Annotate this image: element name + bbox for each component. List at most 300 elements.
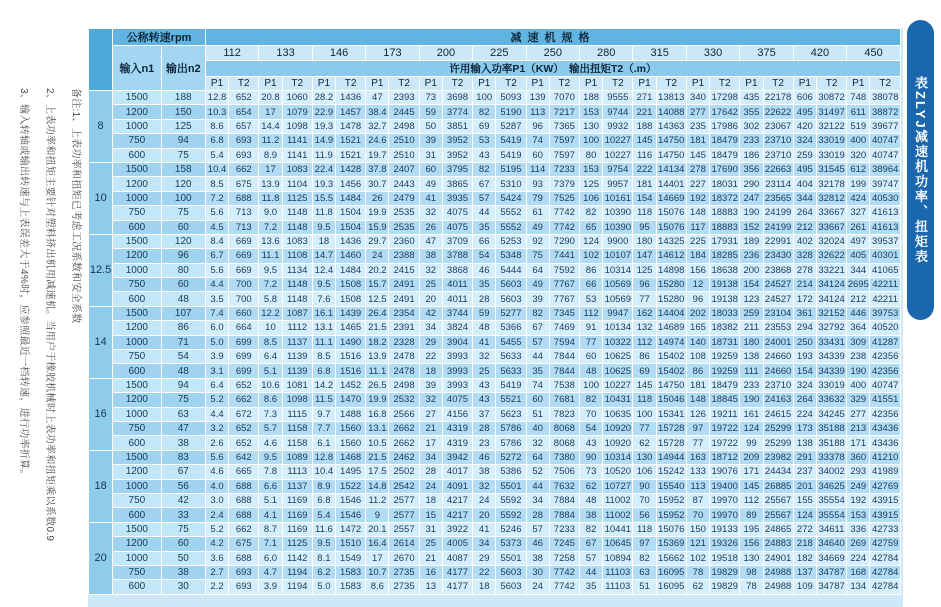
input-speed-cell: 1000 [113,263,161,277]
t2-cell: 688 [229,508,259,522]
output-speed-cell: 75 [161,206,205,220]
p1-cell: 9.5 [259,450,282,464]
p1-cell: 190 [740,206,763,220]
t2-cell: 1087 [282,306,312,320]
t2-cell: 2566 [389,407,419,421]
p1-cell: 46 [473,450,496,464]
p1-cell: 5.2 [205,393,228,407]
p1-cell: 5.7 [259,421,282,435]
p1-cell: 93 [526,177,549,191]
p1-cell: 13.1 [312,321,335,335]
t2-cell: 7767 [549,292,579,306]
t2-cell: 693 [229,148,259,162]
p1-cell: 38.4 [366,105,389,119]
t2-cell: 23710 [764,135,792,147]
t2-cell: 3851 [442,119,472,133]
p1-cell: 328 [793,249,816,263]
p1-cell: 4.2 [205,537,228,551]
t2-cell: 699 [229,364,259,378]
t2-cell: 700 [229,278,259,292]
p1-cell: 26 [419,220,442,234]
p1-cell: 112 [740,493,763,507]
t2-cell: 1546 [336,493,366,507]
t2-cell: 1137 [282,479,312,493]
input-speed-cell: 1000 [113,407,161,421]
p1-cell: 74 [526,134,549,148]
p1-cell: 32 [473,479,496,493]
t2-header: T2 [496,77,526,91]
t2-cell: 5603 [496,565,526,579]
t2-cell: 1148 [282,292,312,306]
p1-cell: 124 [740,421,763,435]
table-row [89,465,901,479]
t2-cell: 34669 [818,552,845,564]
t2-cell: 40747 [870,148,901,162]
t2-cell: 32622 [818,250,845,262]
p1-cell: 186 [740,148,763,162]
t2-cell: 4075 [442,220,472,234]
p1-cell: 4.4 [205,278,228,292]
t2-cell: 7742 [549,580,579,594]
t2-cell: 5277 [496,306,526,320]
t2-cell: 19259 [711,351,738,363]
p1-cell: 19.7 [366,148,389,162]
p1-cell: 9.5 [259,263,282,277]
p1-cell: 56 [633,508,656,522]
t2-cell: 34339 [818,351,845,363]
t2-cell: 3935 [442,191,472,205]
model-header: 280 [580,46,633,61]
t2-cell: 23430 [764,250,792,262]
t2-cell: 3865 [442,177,472,191]
t2-cell: 7290 [549,234,579,248]
t2-cell: 2535 [389,220,419,234]
t2-cell: 24883 [764,538,792,550]
t2-cell: 7441 [549,249,579,263]
footnote-2: 2、上表功率和扭矩主要针对塑料挤出机用减速机。当用户于橡胶机械时上表功率和扭矩乘以系数0.9 [44,88,55,542]
model-header: 375 [740,46,793,61]
p1-cell: 6.0 [205,321,228,335]
p1-cell: 57 [526,335,549,349]
p1-cell: 116 [633,148,656,162]
p1-cell: 145 [686,148,709,162]
p1-cell: 114 [526,162,549,176]
t2-cell: 23067 [764,120,792,132]
t2-cell: 11002 [603,493,633,507]
t2-cell: 14612 [658,250,685,262]
p1-cell: 130 [633,450,656,464]
t2-cell: 4011 [442,292,472,306]
p1-cell: 59 [473,306,496,320]
p1-cell: 153 [580,105,603,119]
output-speed-cell: 67 [161,465,205,479]
p1-cell: 400 [847,378,870,392]
p1-cell: 137 [793,565,816,579]
p1-cell: 12.5 [366,292,389,306]
p1-cell: 211 [740,321,763,335]
p1-cell: 200 [740,263,763,277]
p1-cell: 60 [419,162,442,176]
ratio-cell: 8 [89,91,113,163]
t2-cell: 5786 [496,421,526,435]
p1-cell: 238 [847,350,870,364]
p1-cell: 7.8 [259,465,282,479]
p1-cell: 49 [526,278,549,292]
t2-cell: 7632 [549,479,579,493]
p1-cell: 28.2 [312,91,335,105]
t2-cell: 16095 [658,581,685,593]
p1-cell: 150 [686,522,709,536]
t2-cell: 5592 [496,508,526,522]
t2-cell: 24163 [764,394,792,406]
t2-cell: 2407 [389,162,419,176]
table-row [89,378,901,392]
t2-cell: 1470 [336,393,366,407]
t2-cell: 18712 [711,451,738,463]
t2-cell: 22178 [764,92,792,104]
t2-cell: 7597 [549,134,579,148]
t2-cell: 5603 [496,292,526,306]
p1-cell: 11.8 [312,206,335,220]
p1-cell: 139 [526,91,549,105]
t2-cell: 25299 [764,437,792,449]
t2-cell: 5190 [496,105,526,119]
p1-cell: 8.9 [312,479,335,493]
p1-cell: 278 [686,162,709,176]
t2-cell: 693 [229,580,259,594]
t2-cell: 18031 [711,178,738,190]
p1-cell: 8.4 [205,234,228,248]
p1-cell: 8.6 [366,580,389,594]
t2-cell: 15076 [658,207,685,219]
t2-cell: 23868 [764,264,792,276]
t2-cell: 22622 [764,106,792,118]
p1-cell: 70 [686,508,709,522]
t2-cell: 23710 [764,380,792,391]
p1-cell: 12.8 [312,450,335,464]
p1-cell: 82 [633,551,656,565]
t2-cell: 42733 [870,522,901,536]
t2-cell: 5419 [496,148,526,162]
t2-cell: 2479 [389,191,419,205]
model-header: 420 [793,46,846,61]
t2-cell: 18382 [711,322,738,334]
t2-cell: 664 [229,321,259,335]
p1-cell: 278 [793,263,816,277]
t2-cell: 1194 [282,565,312,579]
t2-cell: 23114 [763,177,793,191]
p1-cell: 15 [419,508,442,522]
t2-cell: 2498 [389,119,419,133]
t2-cell: 15046 [658,394,685,406]
t2-cell: 10635 [604,408,632,420]
p1-cell: 9.0 [259,206,282,220]
p1-cell: 221 [633,105,656,119]
t2-cell: 5455 [496,335,526,349]
output-speed-cell: 30 [161,580,205,594]
p1-cell: 130 [740,551,763,565]
t2-cell: 669 [229,249,259,263]
input-speed-cell: 600 [113,220,161,234]
p1-cell: 250 [793,335,816,349]
t2-cell: 3709 [442,234,472,248]
t2-cell: 17931 [711,236,738,248]
p1-cell: 22 [419,350,442,364]
t2-cell: 5348 [496,249,526,263]
t2-cell: 18845 [711,394,738,406]
output-speed-cell: 50 [161,551,205,565]
t2-cell: 5386 [496,465,526,479]
p1-cell: 7.7 [312,421,335,435]
table-row [89,292,901,306]
p1-cell: 24.6 [366,134,389,148]
p1-cell: 6.8 [312,364,335,378]
output-speed-cell: 120 [161,177,205,191]
t2-cell: 662 [229,393,259,407]
output-speed-cell: 158 [161,162,205,176]
p1-cell: 54 [580,421,603,435]
p1-header: P1 [419,77,442,91]
input-speed-cell: 1200 [113,105,161,119]
p1-cell: 27 [419,407,442,421]
t2-cell: 33632 [818,394,845,406]
t2-cell: 26885 [764,480,792,492]
p1-cell: 59 [419,105,442,119]
ratio-cell: 12.5 [89,234,113,306]
p1-cell: 236 [740,249,763,263]
p1-cell: 42 [419,306,442,320]
t2-cell: 1504 [336,206,366,220]
p1-cell: 264 [793,393,816,407]
p1-cell: 126 [686,407,709,421]
t2-cell: 1457 [336,105,366,119]
p1-cell: 43 [473,393,496,407]
t2-cell: 7525 [549,191,579,205]
t2-cell: 24434 [764,466,792,478]
t2-cell: 42769 [870,479,901,493]
p1-cell: 14.9 [312,134,335,148]
t2-cell: 19400 [711,480,738,492]
output-speed-cell: 54 [161,350,205,364]
t2-cell: 40301 [870,249,901,263]
table-row [89,177,901,191]
t2-cell: 24199 [764,221,792,233]
p1-cell: 77 [686,436,709,450]
p1-cell: 53 [473,134,496,148]
t2-header: T2 [442,77,472,91]
t2-cell: 1508 [336,292,366,306]
input-speed-cell: 1000 [113,191,161,205]
t2-cell: 1452 [336,378,366,392]
t2-cell: 34787 [818,581,845,593]
t2-cell: 35554 [818,495,845,507]
input-speed-cell: 1000 [113,119,161,133]
t2-cell: 10107 [604,250,632,262]
t2-cell: 2491 [389,292,419,306]
t2-cell: 19259 [711,365,738,377]
t2-cell: 1141 [282,134,312,148]
t2-cell: 1142 [282,551,312,565]
t2-cell: 10314 [604,451,632,463]
t2-cell: 19722 [711,423,738,435]
p1-cell: 48 [473,321,496,335]
t2-cell: 1478 [336,119,366,133]
t2-cell: 713 [229,206,259,220]
p1-cell: 26.5 [366,378,389,392]
t2-cell: 5552 [496,220,526,234]
t2-cell: 7217 [549,105,579,119]
p1-cell: 20 [473,508,496,522]
table-row [89,321,901,335]
p1-cell: 12.4 [312,263,335,277]
t2-cell: 1583 [336,580,366,594]
t2-cell: 10645 [604,538,632,550]
output-speed-cell: 107 [161,306,205,320]
t2-cell: 15952 [658,509,685,521]
p1-cell: 44 [580,565,603,579]
t2-cell: 5419 [496,378,526,392]
t2-cell: 24615 [764,408,792,420]
t2-cell: 10625 [604,351,632,363]
p1-cell: 5.6 [205,263,228,277]
p1-cell: 8.5 [205,177,228,191]
p1-cell: 121 [686,537,709,551]
t2-cell: 688 [229,191,259,205]
t2-cell: 7597 [549,148,579,162]
table-row [89,407,901,421]
p1-cell: 247 [740,191,763,205]
p1-cell: 38 [473,465,496,479]
t2-cell: 4005 [442,537,472,551]
p1-cell: 17 [259,105,282,119]
p1-cell: 5.2 [205,522,228,536]
t2-cell: 3795 [442,162,472,176]
p1-header: P1 [686,77,709,91]
t2-cell: 5419 [496,134,526,148]
p1-cell: 291 [793,450,816,464]
table-row [89,206,901,220]
p1-cell: 11.9 [312,148,335,162]
p1-cell: 361 [793,306,816,320]
output-speed-cell: 60 [161,220,205,234]
model-header: 250 [526,46,579,61]
p1-cell: 153 [580,162,603,176]
t2-cell: 4319 [442,421,472,435]
t2-cell: 5501 [496,479,526,493]
t2-cell: 34124 [818,279,845,291]
output-speed-cell: 96 [161,249,205,263]
p1-cell: 14.8 [366,479,389,493]
t2-cell: 2491 [389,278,419,292]
t2-cell: 14750 [658,380,685,391]
p1-cell: 35 [473,220,496,234]
p1-cell: 78 [740,580,763,594]
p1-cell: 344 [847,263,870,277]
t2-cell: 4177 [442,580,472,594]
p1-cell: 53 [580,292,603,306]
t2-cell: 3698 [442,91,472,105]
table-row [89,335,901,349]
t2-cell: 9754 [603,162,633,176]
p1-cell: 125 [580,177,603,191]
p1-cell: 277 [847,407,870,421]
t2-cell: 1428 [336,162,366,176]
p1-cell: 95 [633,220,656,234]
p1-cell: 106 [633,465,656,479]
p1-cell: 28 [473,421,496,435]
p1-cell: 4.4 [205,407,228,421]
p1-cell: 8.5 [312,350,335,364]
t2-cell: 1504 [336,220,366,234]
t2-cell: 39747 [870,177,901,191]
t2-cell: 34002 [818,466,845,478]
t2-cell: 10161 [604,192,632,204]
table-row [89,436,901,450]
p1-cell: 2.7 [205,565,228,579]
t2-cell: 33667 [818,207,845,219]
p1-cell: 13.6 [259,234,282,248]
t2-cell: 14750 [658,149,685,161]
t2-cell: 10390 [604,207,632,219]
t2-cell: 33019 [818,149,845,161]
t2-cell: 2532 [389,393,419,407]
t2-cell: 2391 [389,321,419,335]
table-row [89,421,901,435]
t2-cell: 7592 [549,263,579,277]
p1-cell: 497 [847,234,870,248]
output-n2-header: 输出n2 [161,46,205,91]
output-speed-cell: 71 [161,335,205,349]
table-row [89,119,901,133]
t2-cell: 1560 [336,436,366,450]
t2-cell: 15242 [658,466,685,478]
p1-cell: 44 [526,350,549,364]
t2-cell: 4091 [442,479,472,493]
p1-cell: 74 [526,378,549,392]
p1-cell: 165 [686,321,709,335]
t2-cell: 43436 [870,421,901,435]
p1-cell: 277 [686,105,709,119]
t2-cell: 1081 [282,378,312,392]
p1-cell: 213 [847,421,870,435]
p1-cell: 90 [580,450,603,464]
power-torque-header: 许用输入功率P1（KW） 输出扭矩T2（.m） [205,61,900,77]
t2-cell: 4319 [442,436,472,450]
p1-cell: 302 [740,119,763,133]
t2-cell: 10390 [604,221,632,233]
t2-cell: 669 [229,263,259,277]
t2-cell: 39537 [870,234,901,248]
t2-cell: 7681 [549,393,579,407]
t2-cell: 4156 [442,407,472,421]
output-speed-cell: 38 [161,565,205,579]
t2-cell: 652 [229,91,259,105]
p1-cell: 8.1 [312,551,335,565]
t2-cell: 5521 [496,393,526,407]
t2-cell: 662 [229,522,259,536]
t2-cell: 7844 [549,364,579,378]
t2-cell: 1125 [282,537,312,551]
t2-cell: 19518 [711,552,738,564]
table-row [89,364,901,378]
p1-cell: 192 [686,191,709,205]
t2-cell: 3952 [442,134,472,148]
t2-cell: 34245 [818,408,845,420]
t2-cell: 688 [229,493,259,507]
p1-cell: 4.0 [205,479,228,493]
t2-cell: 42356 [870,364,901,378]
output-speed-cell: 38 [161,436,205,450]
